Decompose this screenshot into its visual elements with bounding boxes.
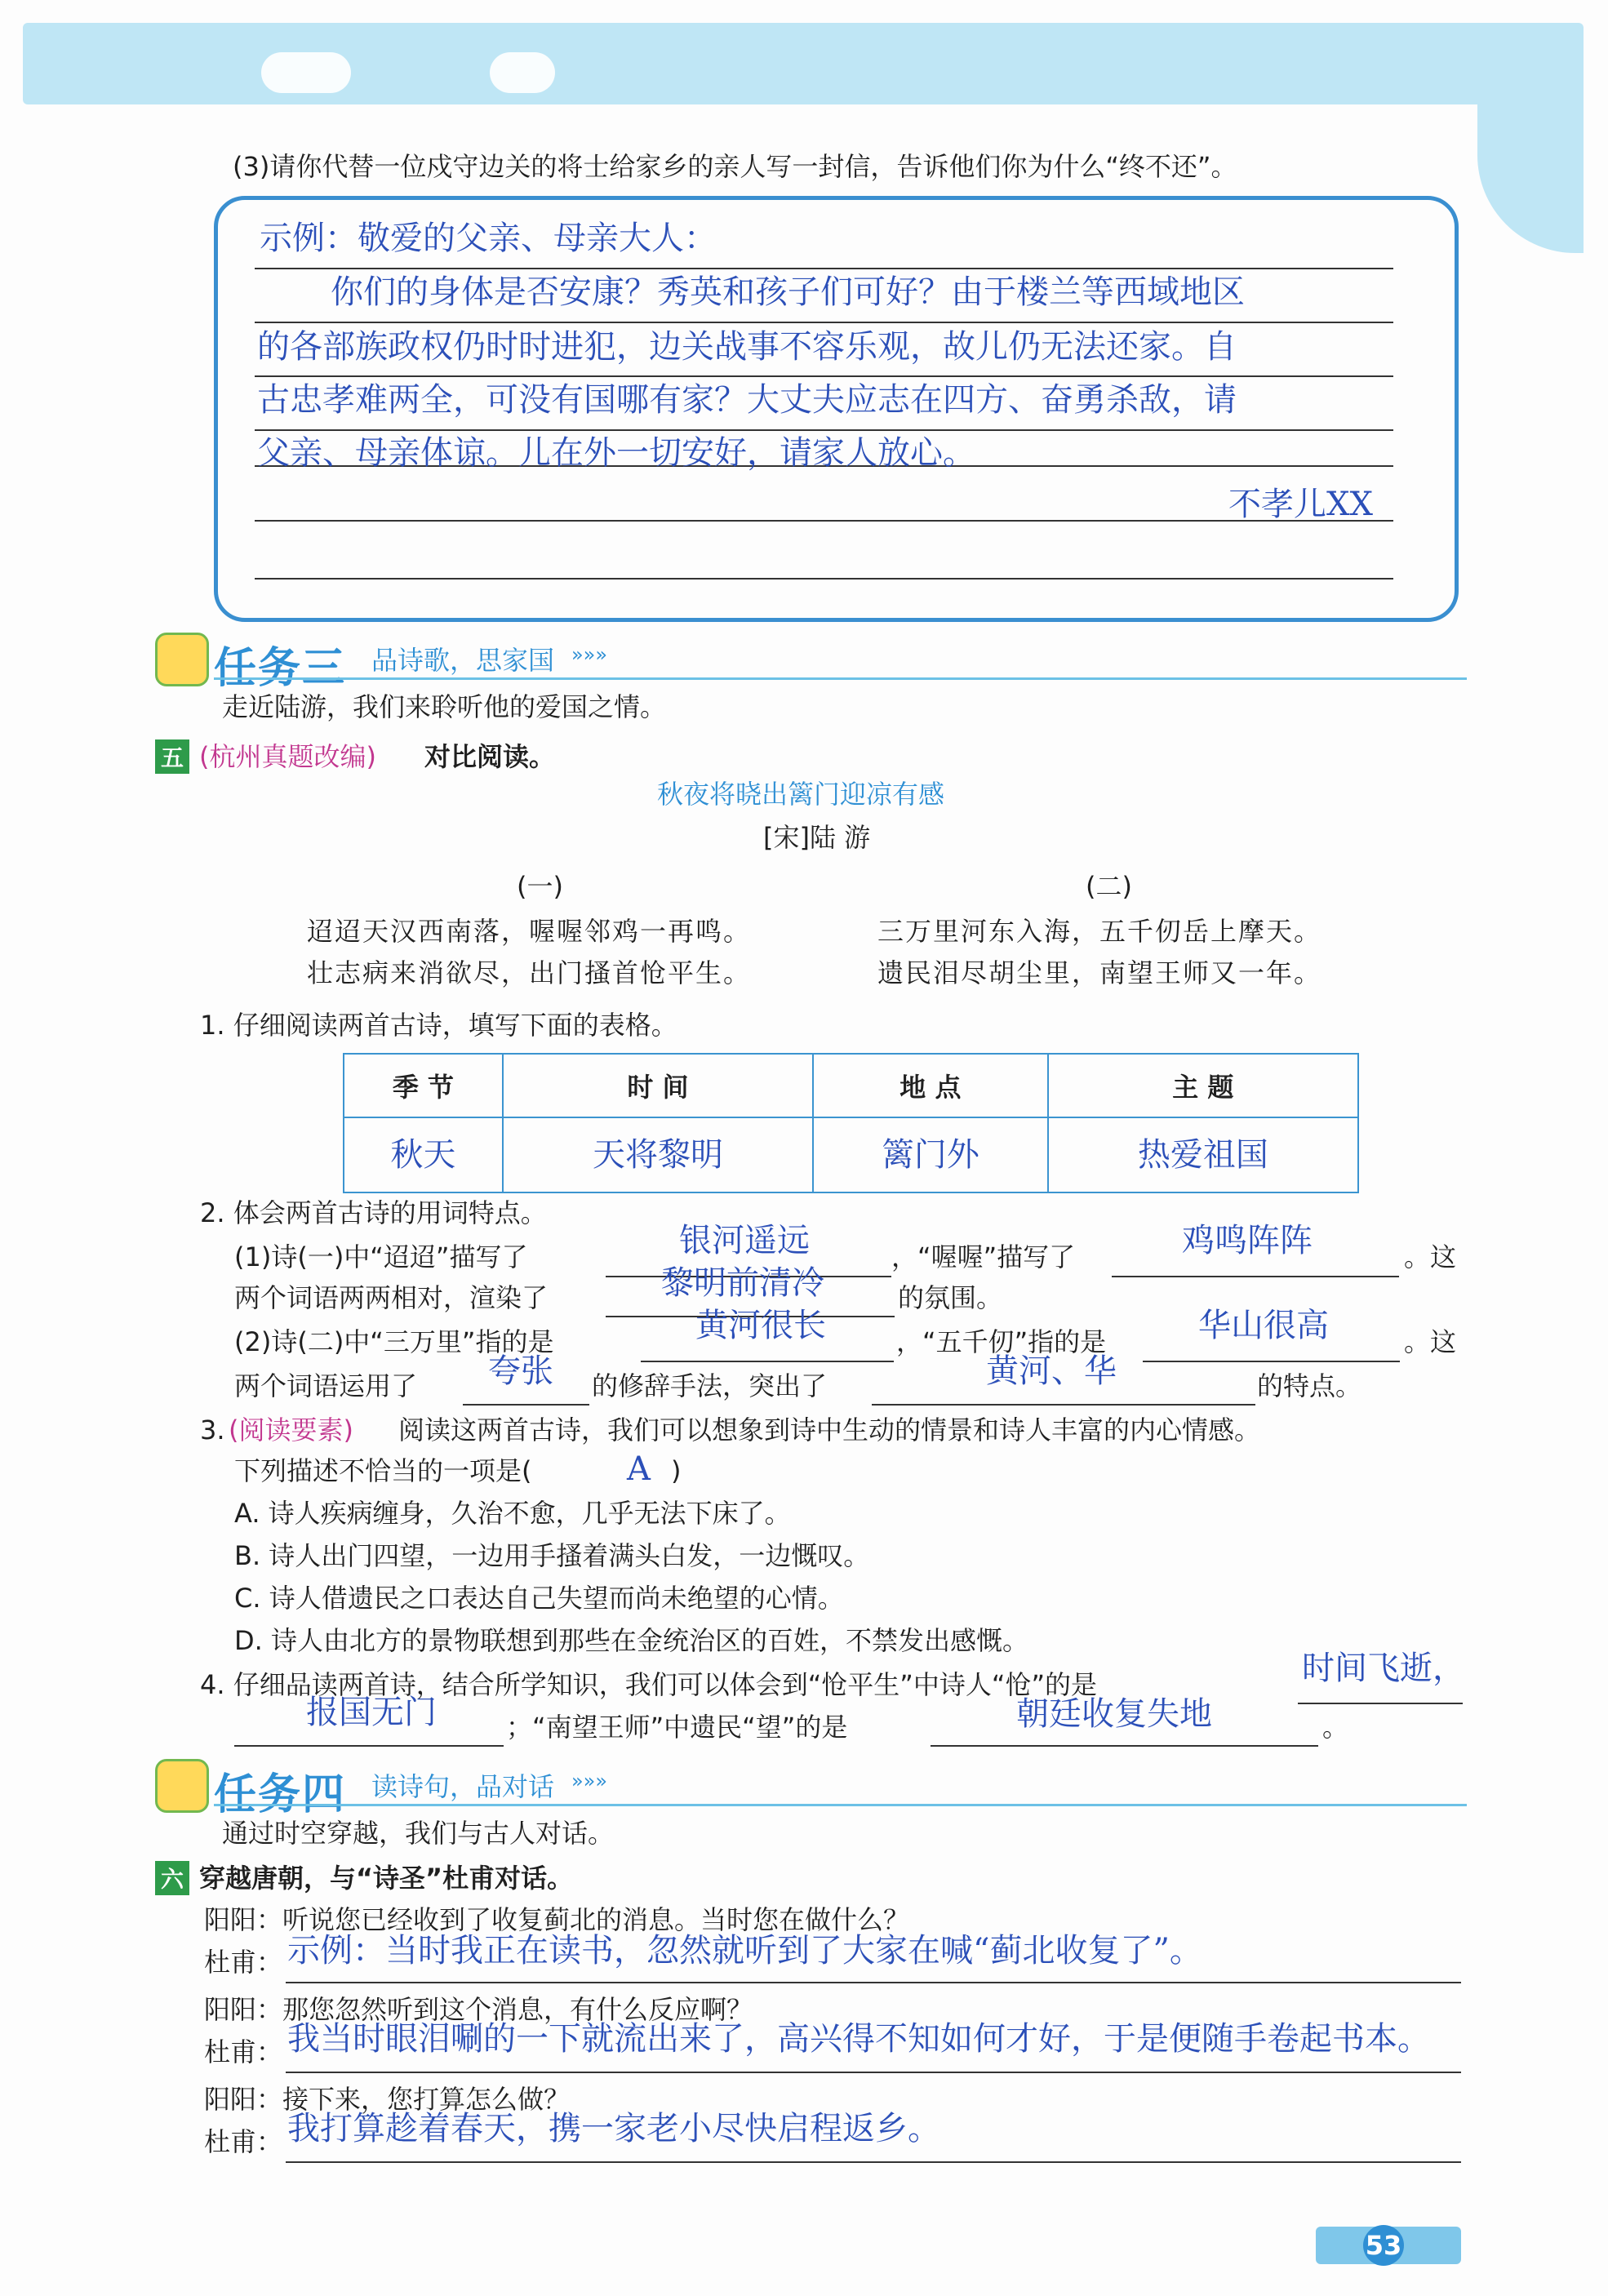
writing-line [255,322,1393,323]
fill-answer: 黎明前清冷 [661,1264,824,1302]
poem-line: 遗民泪尽胡尘里，南望王师又一年。 [877,957,1322,988]
fill-blank [872,1404,1255,1406]
task4-title: 任务四 [214,1770,347,1819]
q2-2-text: (2)诗(二)中“三万里”指的是 [234,1326,554,1357]
fill-blank [1298,1703,1463,1704]
q2-1-text: (1)诗(一)中“迢迢”描写了 [234,1241,528,1272]
task4-underline [214,1804,1467,1806]
letter-line: 父亲、母亲体谅。儿在外一切安好，请家人放心。 [257,434,975,472]
fill-answer: 夸张 [488,1352,553,1390]
task3-intro: 走近陆游，我们来聆听他的爱国之情。 [222,691,667,722]
q2-1-text: 。这 [1404,1241,1457,1272]
chevron-right-icon: »»» [571,643,608,666]
fill-answer: 报国无门 [306,1694,437,1731]
section-source: (杭州真题改编) [199,741,376,772]
writing-line [255,578,1393,580]
q2-1-text: ，“喔喔”描写了 [891,1241,1076,1272]
answer-line [286,1982,1461,1983]
option-c: C. 诗人借遗民之口表达自己失望而尚未绝望的心情。 [234,1583,844,1614]
letter-line: 的各部族政权仍时时进犯，边关战事不容乐观，故儿仍无法还家。自 [257,328,1237,366]
dialog-question: 阳阳：听说您已经收到了收复蓟北的消息。当时您在做什么？ [204,1904,910,1935]
writing-line [255,375,1393,377]
table-header: 主 题 [1048,1054,1358,1117]
fill-answer: 黄河很长 [695,1307,826,1344]
q2-2-text: 的修辞手法，突出了 [592,1370,828,1401]
table-header: 时 间 [503,1054,813,1117]
poem-author: [宋]陆 游 [763,822,871,853]
writing-line [255,520,1393,522]
dialog-speaker: 杜甫： [204,2126,283,2157]
table-header: 季 节 [344,1054,503,1117]
book-icon [155,633,209,686]
fill-blank [641,1361,894,1362]
q2-2-text: 两个词语运用了 [234,1370,418,1401]
writing-line [255,429,1393,431]
fill-blank [1112,1276,1399,1277]
task4-intro: 通过时空穿越，我们与古人对话。 [222,1818,615,1849]
letter-line: 你们的身体是否安康？秀英和孩子们可好？由于楼兰等西域地区 [331,273,1245,311]
fill-answer: 朝廷收复失地 [1016,1695,1212,1733]
q2-1-text: 的氛围。 [898,1282,1003,1313]
question-4-text: 。 [1322,1712,1349,1743]
poem-title: 秋夜将晓出篱门迎凉有感 [657,779,945,810]
letter-line: 示例：敬爱的父亲、母亲大人： [260,220,717,257]
dialog-speaker: 杜甫： [204,1947,283,1978]
question-3-close: ) [671,1455,682,1486]
q2-2-text: 的特点。 [1257,1370,1362,1401]
cloud-icon [261,52,351,93]
task3-title: 任务三 [214,644,347,693]
fill-answer: 鸡鸣阵阵 [1182,1222,1313,1259]
cloud-icon [490,52,555,93]
task4-subtitle: 读诗句，品对话 [371,1771,555,1802]
letter-signature: 不孝儿XX [1228,486,1373,523]
dialog-speaker: 杜甫： [204,2036,283,2067]
fill-blank [234,1745,504,1747]
dialog-answer: 我打算趁着春天，携一家老小尽快启程返乡。 [287,2110,940,2147]
fill-blank [931,1745,1318,1747]
section-heading: 对比阅读。 [424,741,556,772]
answer-table [343,1053,1359,1193]
section-badge: 六 [155,1861,189,1895]
option-b: B. 诗人出门四望，一边用手搔着满头白发，一边慨叹。 [234,1540,870,1571]
page-number: 53 [1363,2225,1404,2266]
fill-blank [463,1404,589,1406]
question-4: 4. 仔细品读两首诗，结合所学知识，我们可以体会到“怆平生”中诗人“怆”的是 [200,1669,1098,1700]
poem-line: 壮志病来消欲尽，出门搔首怆平生。 [307,957,752,988]
task3-underline [214,677,1467,680]
table-cell-answer: 秋天 [344,1117,503,1192]
chevron-right-icon: »»» [571,1770,608,1792]
choice-answer: A [627,1450,651,1488]
fill-answer: 华山很高 [1198,1307,1329,1344]
header-sky-band [23,23,1584,104]
table-cell-answer: 天将黎明 [503,1117,813,1192]
task3-subtitle: 品诗歌，思家国 [371,645,555,676]
option-d: D. 诗人由北方的景物联想到那些在金统治区的百姓，不禁发出感慨。 [234,1625,1028,1656]
poem-line: 三万里河东入海，五千仞岳上摩天。 [877,916,1322,947]
question-4-text: ；“南望王师”中遗民“望”的是 [506,1712,848,1743]
poem-part-label: (一) [517,871,563,902]
question-3-number: 3. [200,1414,225,1446]
section-heading: 穿越唐朝，与“诗圣”杜甫对话。 [199,1863,574,1894]
header-corner-decoration [1477,98,1584,253]
question-3-source: (阅读要素) [229,1414,353,1446]
fill-answer: 银河遥远 [679,1222,810,1259]
book-icon [155,1759,209,1813]
section-badge: 五 [155,739,189,774]
letter-prompt: (3)请你代替一位戍守边关的将士给家乡的亲人写一封信，告诉他们你为什么“终不还”。 [233,151,1237,182]
option-a: A. 诗人疾病缠身，久治不愈，几乎无法下床了。 [234,1498,791,1529]
poem-part-label: (二) [1086,871,1132,902]
q2-2-text: ，“五千仞”指的是 [896,1326,1107,1357]
answer-line [286,2072,1461,2073]
writing-line [255,268,1393,269]
table-cell-answer: 热爱祖国 [1048,1117,1358,1192]
dialog-answer: 示例：当时我正在读书，忽然就听到了大家在喊“蓟北收复了”。 [287,1932,1202,1970]
dialog-question: 阳阳：那您忽然听到这个消息，有什么反应啊？ [204,1994,753,2025]
letter-line: 古忠孝难两全，可没有国哪有家？大丈夫应志在四方、奋勇杀敌，请 [257,381,1237,419]
q2-2-text: 。这 [1404,1326,1457,1357]
dialog-question: 阳阳：接下来，您打算怎么做？ [204,2084,571,2115]
table-header: 地 点 [813,1054,1048,1117]
fill-answer: 时间飞逝， [1302,1650,1465,1687]
dialog-answer: 我当时眼泪唰的一下就流出来了，高兴得不知如何才好，于是便随手卷起书本。 [287,2020,1430,2058]
question-2: 2. 体会两首古诗的用词特点。 [200,1197,547,1228]
q2-1-text: 两个词语两两相对，渲染了 [234,1282,549,1313]
fill-answer: 黄河、华 [986,1352,1117,1390]
answer-line [286,2161,1461,2163]
question-3-prompt: 下列描述不恰当的一项是( [234,1455,532,1486]
question-1: 1. 仔细阅读两首古诗，填写下面的表格。 [200,1010,677,1041]
poem-line: 迢迢天汉西南落，喔喔邻鸡一再鸣。 [307,916,752,947]
table-cell-answer: 篱门外 [813,1117,1048,1192]
question-3: 阅读这两首古诗，我们可以想象到诗中生动的情景和诗人丰富的内心情感。 [398,1414,1261,1446]
fill-blank [1143,1361,1400,1362]
